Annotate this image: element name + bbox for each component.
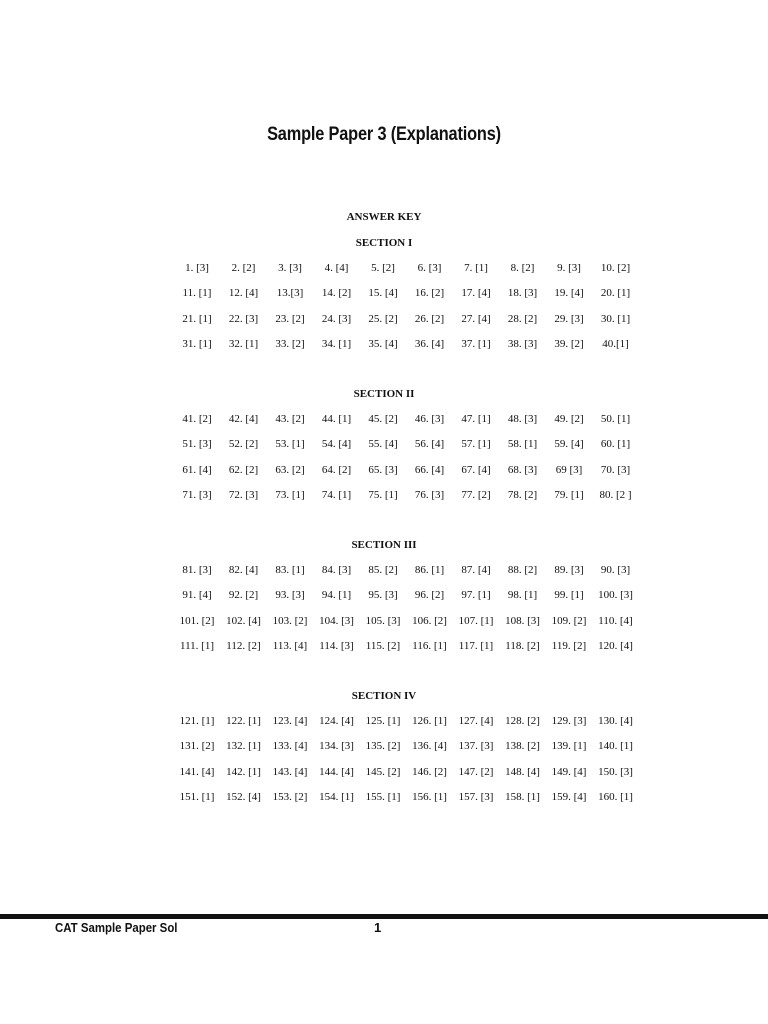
answer-cell: 53. [1] (275, 438, 305, 451)
answer-cell: 65. [3] (368, 463, 398, 476)
answer-cell: 111. [1] (179, 639, 214, 652)
answer-cell: 126. [1] (412, 715, 447, 727)
answer-cell: 155. [1] (365, 790, 401, 803)
answer-cell: 128. [2] (505, 715, 540, 727)
answer-cell: 49. [2] (554, 413, 584, 425)
answer-cell: 160. [1] (598, 790, 633, 803)
answer-cell: 67. [4] (461, 463, 491, 476)
answer-cell: 83. [1] (275, 564, 305, 576)
answer-cell: 112. [2] (226, 639, 261, 652)
section-heading: SECTION IV (351, 690, 417, 702)
answer-cell: 103. [2] (272, 614, 308, 627)
answer-cell: 108. [3] (505, 614, 540, 627)
answer-cell: 6. [3] (417, 262, 442, 274)
answer-cell: 31. [1] (182, 337, 212, 350)
answer-cell: 48. [3] (507, 413, 538, 425)
answer-cell: 51. [3] (182, 438, 212, 451)
answer-cell: 41. [2] (182, 413, 212, 425)
answer-cell: 77. [2] (461, 488, 491, 501)
answer-row (174, 413, 644, 427)
answer-row (174, 464, 644, 478)
answer-cell: 116. [1] (412, 639, 447, 652)
answer-cell: 97. [1] (461, 589, 491, 602)
answer-cell: 20. [1] (600, 287, 631, 300)
answer-cell: 8. [2] (510, 262, 535, 274)
answer-cell: 114. [3] (319, 639, 354, 652)
answer-cell: 42. [4] (228, 413, 259, 425)
answer-cell: 129. [3] (551, 715, 587, 727)
answer-cell: 4. [4] (324, 262, 349, 274)
answer-cell: 7. [1] (464, 262, 488, 274)
answer-cell: 143. [4] (272, 765, 308, 778)
answer-cell: 102. [4] (226, 614, 261, 627)
answer-cell: 25. [2] (368, 312, 398, 325)
answer-cell: 152. [4] (226, 790, 261, 803)
section-heading: SECTION I (355, 237, 413, 249)
answer-cell: 52. [2] (228, 438, 259, 451)
answer-row (174, 589, 644, 603)
answer-cell: 130. [4] (598, 715, 633, 727)
answer-cell: 17. [4] (461, 287, 491, 300)
answer-cell: 58. [1] (507, 438, 538, 451)
answer-cell: 32. [1] (228, 337, 259, 350)
answer-cell: 137. [3] (458, 740, 494, 753)
answer-cell: 23. [2] (275, 312, 305, 325)
answer-cell: 134. [3] (319, 740, 354, 753)
answer-cell: 2. [2] (231, 262, 256, 274)
answer-cell: 120. [4] (598, 639, 633, 652)
answer-cell: 106. [2] (412, 614, 447, 627)
answer-cell: 54. [4] (321, 438, 352, 451)
answer-cell: 82. [4] (228, 564, 259, 576)
answer-cell: 11. [1] (182, 287, 212, 300)
answer-cell: 44. [1] (321, 413, 352, 425)
section-heading: SECTION III (351, 539, 417, 551)
answer-cell: 139. [1] (551, 740, 587, 753)
answer-cell: 131. [2] (179, 740, 215, 753)
answer-cell: 115. [2] (365, 639, 401, 652)
answer-row (174, 640, 644, 654)
answer-cell: 81. [3] (182, 564, 212, 576)
answer-cell: 84. [3] (321, 564, 352, 576)
answer-cell: 86. [1] (414, 564, 445, 576)
answer-cell: 30. [1] (600, 312, 631, 325)
answer-cell: 37. [1] (461, 337, 491, 350)
answer-cell: 9. [3] (557, 262, 581, 274)
answer-cell: 107. [1] (458, 614, 494, 627)
answer-cell: 16. [2] (414, 287, 445, 300)
answer-cell: 135. [2] (365, 740, 401, 753)
answer-cell: 62. [2] (228, 463, 259, 476)
answer-cell: 50. [1] (600, 413, 631, 425)
answer-cell: 94. [1] (321, 589, 352, 602)
answer-cell: 24. [3] (321, 312, 352, 325)
section-heading: SECTION II (353, 388, 415, 400)
answer-cell: 154. [1] (319, 790, 354, 803)
answer-cell: 14. [2] (321, 287, 352, 300)
answer-cell: 105. [3] (365, 614, 401, 627)
answer-cell: 55. [4] (368, 438, 398, 451)
answer-row (174, 715, 644, 729)
answer-cell: 149. [4] (551, 765, 587, 778)
answer-cell: 5. [2] (371, 262, 395, 274)
answer-cell: 72. [3] (228, 488, 259, 501)
footer-rule (0, 914, 768, 919)
answer-cell: 60. [1] (600, 438, 631, 451)
answer-cell: 47. [1] (461, 413, 491, 425)
answer-cell: 12. [4] (228, 287, 259, 300)
answer-row (174, 615, 644, 629)
answer-cell: 117. [1] (458, 639, 494, 652)
answer-cell: 98. [1] (507, 589, 538, 602)
answer-cell: 157. [3] (458, 790, 494, 803)
answer-cell: 146. [2] (412, 765, 447, 778)
answer-cell: 19. [4] (554, 287, 584, 300)
answer-row (174, 338, 644, 352)
answer-cell: 158. [1] (505, 790, 540, 803)
answer-cell: 45. [2] (368, 413, 398, 425)
answer-cell: 33. [2] (275, 337, 305, 350)
answer-cell: 34. [1] (321, 337, 352, 350)
answer-row (174, 489, 644, 503)
answer-cell: 138. [2] (505, 740, 540, 753)
answer-cell: 27. [4] (461, 312, 491, 325)
footer-title: CAT Sample Paper Sol (55, 920, 178, 935)
answer-cell: 80. [2 ] (599, 488, 632, 501)
answer-cell: 66. [4] (414, 463, 445, 476)
answer-cell: 101. [2] (179, 614, 215, 627)
answer-cell: 68. [3] (507, 463, 538, 476)
answer-cell: 79. [1] (554, 488, 584, 501)
answer-cell: 156. [1] (412, 790, 447, 803)
answer-cell: 96. [2] (414, 589, 445, 602)
answer-cell: 144. [4] (319, 765, 354, 778)
answer-row (174, 287, 644, 301)
answer-cell: 28. [2] (507, 312, 538, 325)
answer-cell: 142. [1] (226, 765, 261, 778)
answer-cell: 104. [3] (319, 614, 354, 627)
answer-cell: 122. [1] (226, 715, 261, 727)
answer-cell: 57. [1] (461, 438, 491, 451)
answer-cell: 10. [2] (600, 262, 631, 274)
answer-cell: 145. [2] (365, 765, 401, 778)
answer-cell: 141. [4] (179, 765, 215, 778)
answer-cell: 91. [4] (182, 589, 212, 602)
answer-cell: 56. [4] (414, 438, 445, 451)
answer-cell: 22. [3] (228, 312, 259, 325)
answer-cell: 99. [1] (554, 589, 584, 602)
answer-cell: 90. [3] (600, 564, 631, 576)
answer-cell: 18. [3] (507, 287, 538, 300)
answer-cell: 113. [4] (272, 639, 308, 652)
answer-cell: 133. [4] (272, 740, 308, 753)
answer-cell: 64. [2] (321, 463, 352, 476)
answer-row (174, 438, 644, 452)
answer-row (174, 766, 644, 780)
answer-cell: 150. [3] (598, 765, 633, 778)
answer-cell: 76. [3] (414, 488, 445, 501)
answer-cell: 46. [3] (414, 413, 445, 425)
answer-row (174, 791, 644, 805)
answer-cell: 151. [1] (179, 790, 215, 803)
answer-cell: 43. [2] (275, 413, 305, 425)
answer-cell: 110. [4] (598, 614, 633, 627)
answer-cell: 38. [3] (507, 337, 538, 350)
answer-cell: 147. [2] (458, 765, 494, 778)
answer-cell: 74. [1] (321, 488, 352, 501)
answer-cell: 123. [4] (272, 715, 308, 727)
answer-key-heading: ANSWER KEY (346, 211, 422, 223)
answer-cell: 78. [2] (507, 488, 538, 501)
answer-cell: 119. [2] (551, 639, 587, 652)
answer-cell: 61. [4] (182, 463, 212, 476)
answer-cell: 127. [4] (458, 715, 494, 727)
answer-cell: 70. [3] (600, 463, 631, 476)
answer-cell: 100. [3] (598, 589, 633, 602)
answer-cell: 140. [1] (598, 740, 633, 753)
answer-cell: 124. [4] (319, 715, 354, 727)
answer-cell: 121. [1] (179, 715, 215, 727)
answer-row (174, 262, 644, 276)
answer-cell: 1. [3] (185, 262, 209, 274)
answer-cell: 118. [2] (505, 639, 540, 652)
answer-cell: 71. [3] (182, 488, 212, 501)
answer-cell: 85. [2] (368, 564, 398, 576)
answer-cell: 92. [2] (228, 589, 259, 602)
answer-cell: 73. [1] (275, 488, 305, 501)
answer-cell: 95. [3] (368, 589, 398, 602)
answer-row (174, 740, 644, 754)
answer-cell: 29. [3] (554, 312, 584, 325)
answer-cell: 148. [4] (505, 765, 540, 778)
answer-cell: 35. [4] (368, 337, 398, 350)
answer-cell: 59. [4] (554, 438, 584, 451)
answer-cell: 3. [3] (278, 262, 302, 274)
answer-cell: 136. [4] (412, 740, 447, 753)
answer-cell: 88. [2] (507, 564, 538, 576)
answer-cell: 153. [2] (272, 790, 308, 803)
answer-cell: 15. [4] (368, 287, 398, 300)
answer-cell: 125. [1] (365, 715, 401, 727)
answer-cell: 89. [3] (554, 564, 584, 576)
answer-cell: 21. [1] (182, 312, 212, 325)
answer-cell: 69 [3] (555, 463, 583, 476)
answer-cell: 87. [4] (461, 564, 491, 576)
answer-row (174, 564, 644, 578)
answer-cell: 75. [1] (368, 488, 398, 501)
answer-row (174, 313, 644, 327)
answer-cell: 40.[1] (602, 337, 629, 350)
answer-cell: 13.[3] (276, 287, 304, 300)
page-number: 1 (374, 920, 382, 935)
answer-cell: 109. [2] (551, 614, 587, 627)
answer-cell: 132. [1] (226, 740, 261, 753)
page-title: Sample Paper 3 (Explanations) (267, 124, 501, 145)
answer-cell: 26. [2] (414, 312, 445, 325)
answer-cell: 93. [3] (275, 589, 305, 602)
answer-cell: 39. [2] (554, 337, 584, 350)
answer-cell: 63. [2] (275, 463, 305, 476)
answer-cell: 159. [4] (551, 790, 587, 803)
answer-cell: 36. [4] (414, 337, 445, 350)
